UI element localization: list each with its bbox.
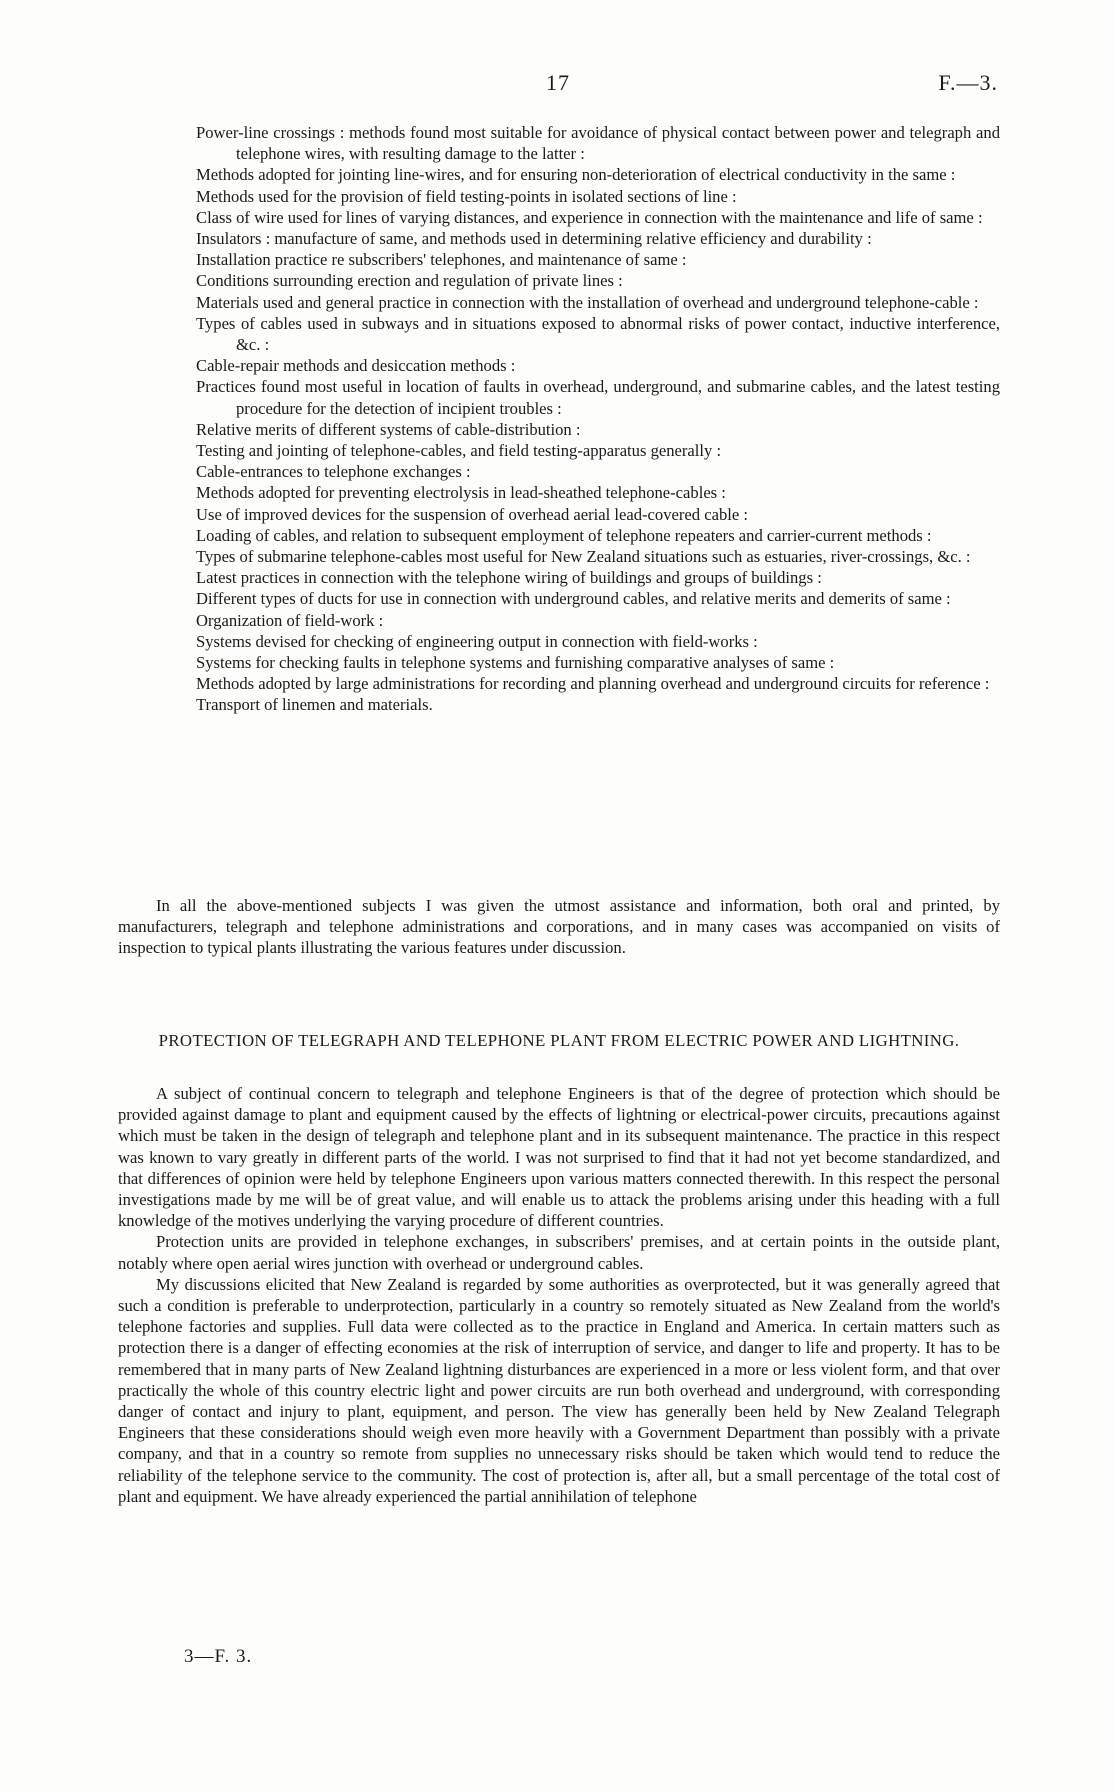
document-reference: F.—3. bbox=[938, 70, 998, 95]
list-item: Organization of field-work : bbox=[196, 610, 384, 630]
body-paragraph: My discussions elicited that New Zealand is regarded by some authorities as overprotected, but it was generally agreed that such a condition is preferable to underprotection, particularly in a country so remotely situated as New Zealand from the world's telephone factories and supplies. Full data were collected as to the practice in England and America. In certain matters such as protection there is a danger of effecting economies at the risk of interruption of service, and danger to life and property. It has to be remembered that in many parts of New Zealand lightning disturbances are experienced in a more or less violent form, and that over practically the whole of this country electric light and power circuits are run both overhead and underground, with corresponding danger of contact and injury to plant, equipment, and person. The view has generally been held by New Zealand Telegraph Engineers that these considerations should weigh even more heavily with a Government Department than possibly with a private company, and that in a country so remote from supplies no unnecessary risks should be taken which would tend to reduce the reliability of the telephone service to the community. The cost of protection is, after all, but a small percentage of the total cost of plant and equipment. We have already experienced the partial annihilation of telephone bbox=[118, 1274, 1000, 1506]
list-item: Installation practice re subscribers' telephones, and maintenance of same : bbox=[196, 250, 687, 270]
list-item: Systems for checking faults in telephone systems and furnishing comparative analyses of same : bbox=[196, 653, 835, 673]
list-item: Transport of linemen and materials. bbox=[196, 695, 433, 715]
list-item: Latest practices in connection with the telephone wiring of buildings and groups of buildings : bbox=[196, 568, 822, 588]
list-item: Materials used and general practice in connection with the installation of overhead and underground telephone-cable : bbox=[196, 292, 979, 312]
signature-mark: 3—F. 3. bbox=[184, 1646, 253, 1667]
page-header bbox=[118, 70, 998, 100]
body-paragraph: Protection units are provided in telephone exchanges, in subscribers' premises, and at certain points in the outside plant, notably where open aerial wires junction with overhead or underground cables. bbox=[118, 1232, 1000, 1273]
section-body bbox=[118, 1083, 1000, 1507]
list-item: Practices found most useful in location of faults in overhead, underground, and submarine cables, and the latest testing procedure for the detection of incipient troubles : bbox=[196, 377, 1000, 418]
list-item: Systems devised for checking of engineering output in connection with field-works : bbox=[196, 631, 758, 651]
list-item: Cable-entrances to telephone exchanges : bbox=[196, 462, 471, 482]
list-item: Methods adopted for jointing line-wires, and for ensuring non-deterioration of electrical conductivity in the same : bbox=[196, 165, 956, 185]
list-item: Power-line crossings : methods found most suitable for avoidance of physical contact between power and telegraph and telephone wires, with resulting damage to the latter : bbox=[196, 123, 1000, 164]
list-item: Types of cables used in subways and in situations exposed to abnormal risks of power contact, inductive interference, &c. : bbox=[196, 313, 1000, 355]
list-item: Types of submarine telephone-cables most useful for New Zealand situations such as estuaries, river-crossings, &c. : bbox=[196, 547, 971, 567]
list-item: Use of improved devices for the suspension of overhead aerial lead-covered cable : bbox=[196, 504, 748, 524]
list-item: Testing and jointing of telephone-cables, and field testing-apparatus generally : bbox=[196, 441, 722, 461]
list-item: Insulators : manufacture of same, and methods used in determining relative efficiency and durability : bbox=[196, 229, 872, 249]
list-item: Methods adopted for preventing electrolysis in lead-sheathed telephone-cables : bbox=[196, 483, 726, 503]
section-heading: PROTECTION OF TELEGRAPH AND TELEPHONE PLANT FROM ELECTRIC POWER AND LIGHTNING. bbox=[158, 1031, 960, 1050]
list-item: Loading of cables, and relation to subsequent employment of telephone repeaters and carrier-current methods : bbox=[196, 525, 932, 545]
list-item: Different types of ducts for use in connection with underground cables, and relative merits and demerits of same : bbox=[196, 589, 951, 609]
body-paragraph: A subject of continual concern to telegraph and telephone Engineers is that of the degree of protection which should be provided against damage to plant and equipment caused by the effects of lightning or electrical-power circuits, precautions against which must be taken in the design of telegraph and telephone plant and in its subsequent maintenance. The practice in this respect was known to vary greatly in different parts of the world. I was not surprised to find that it had not yet become standardized, and that differences of opinion were held by telephone Engineers upon various matters connected therewith. In this respect the personal investigations made by me will be of great value, and will enable us to attack the problems arising under this heading with a full knowledge of the motives underlying the varying procedure of different countries. bbox=[118, 1084, 1000, 1231]
list-item: Relative merits of different systems of cable-distribution : bbox=[196, 419, 581, 439]
closing-paragraph: In all the above-mentioned subjects I was given the utmost assistance and information, both oral and printed, by manufacturers, telegraph and telephone administrations and corporations, and in many cases was accompanied on visits of inspection to typical plants illustrating the various features under discussion. bbox=[118, 896, 1000, 958]
page-number: 17 bbox=[546, 70, 570, 95]
list-item: Conditions surrounding erection and regulation of private lines : bbox=[196, 271, 623, 291]
list-item: Methods adopted by large administrations for recording and planning overhead and underground circuits for reference : bbox=[196, 674, 990, 694]
list-item: Methods used for the provision of field testing-points in isolated sections of line : bbox=[196, 186, 737, 206]
topic-list bbox=[196, 122, 1000, 716]
list-item: Class of wire used for lines of varying distances, and experience in connection with the maintenance and life of same : bbox=[196, 207, 983, 227]
list-item: Cable-repair methods and desiccation methods : bbox=[196, 356, 516, 376]
